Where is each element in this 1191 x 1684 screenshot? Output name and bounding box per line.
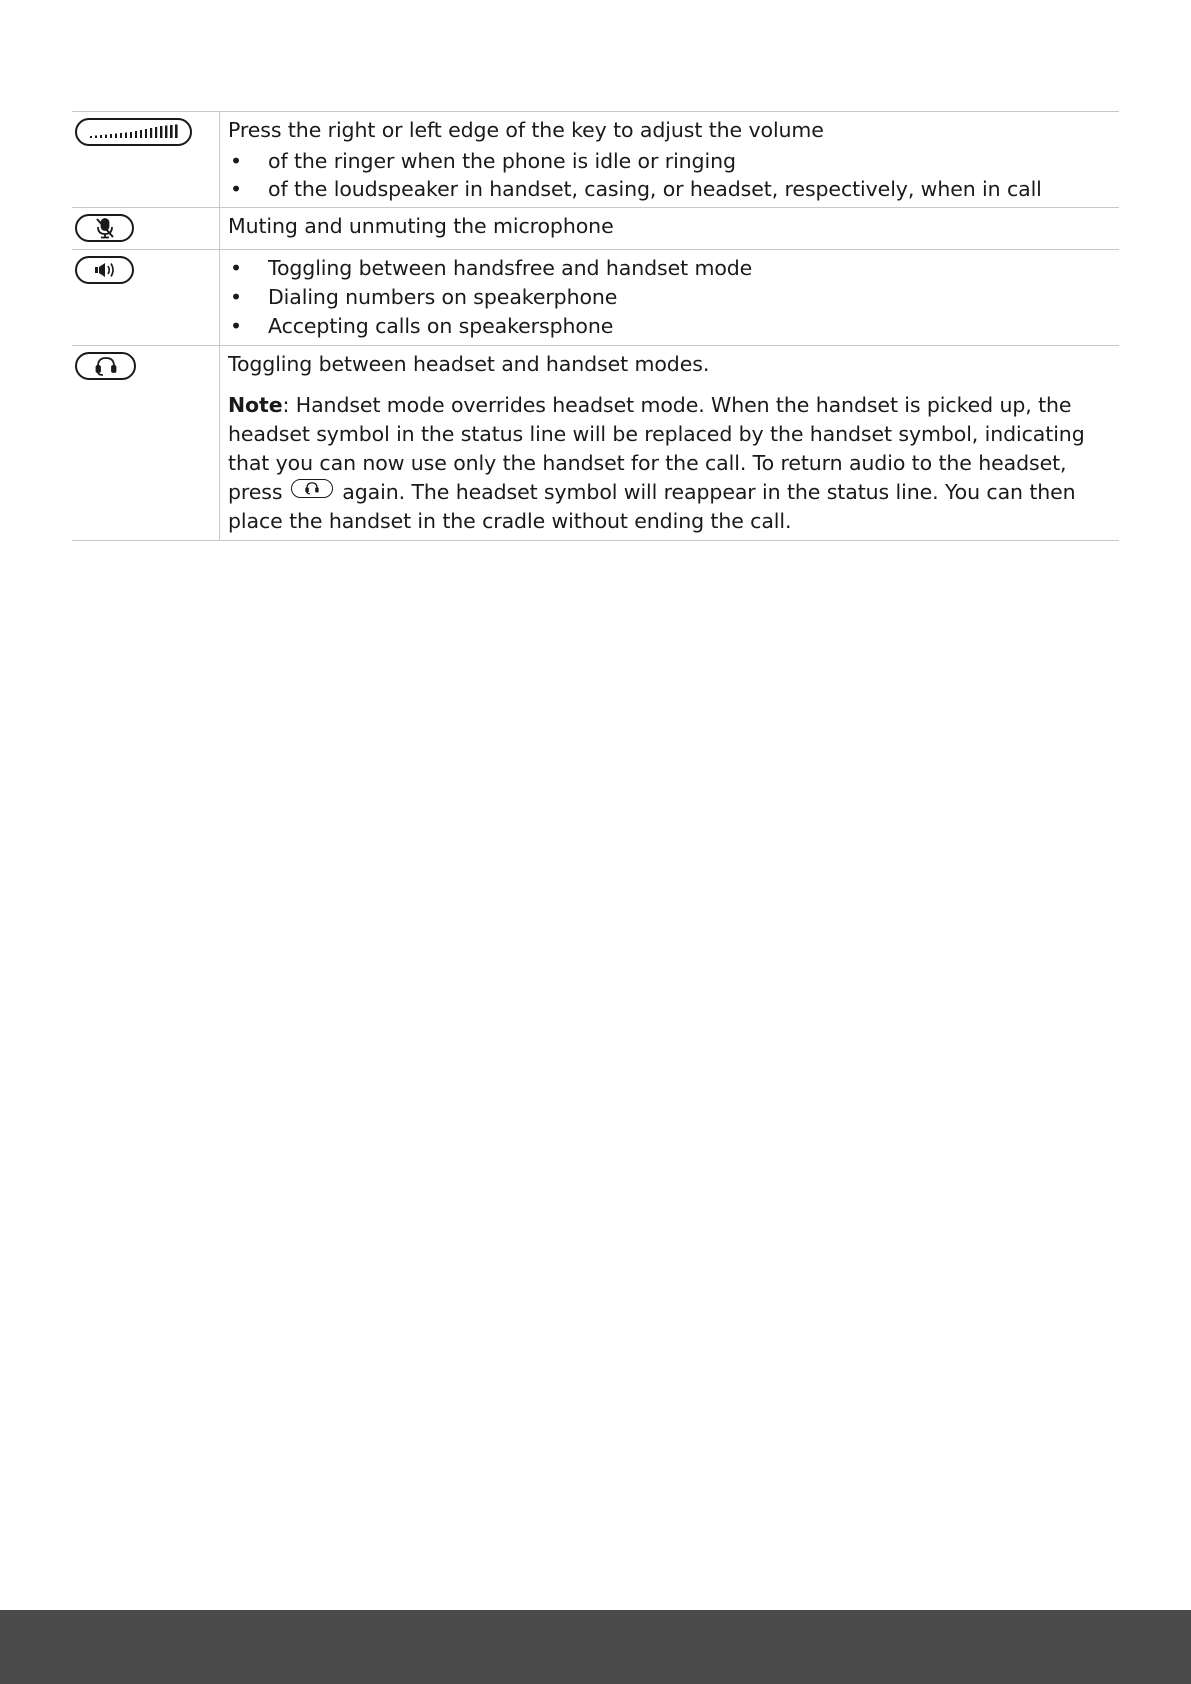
bullet-list [228,147,1111,203]
key-cell [72,208,220,250]
headset-description: Toggling between headset and handset modes. [228,352,710,376]
list-item: • Accepting calls on speakersphone [228,312,1111,341]
headset-icon [291,479,333,498]
key-cell [72,346,220,541]
list-item: • of the ringer when the phone is idle or ringing [228,147,1111,175]
description-cell [220,208,1120,250]
mute-description: Muting and unmuting the microphone [228,214,614,238]
table-row [72,208,1119,250]
volume-intro: Press the right or left edge of the key to adjust the volume [228,118,824,142]
headset-icon [75,352,136,380]
bullet-list [228,254,1111,341]
note-text-part1: : Handset mode overrides headset mode. When the handset is picked up, the headset symbol in the status line will be replaced by the handset symbol, indicating that you can now use only the handset for the call. To return audio to the headset, press [228,393,1085,504]
list-item: • of the loudspeaker in handset, casing, or headset, respectively, when in call [228,175,1111,203]
key-cell [72,250,220,346]
description-cell [220,346,1120,541]
note-text-part2: again. The headset symbol will reappear in the status line. You can then place the handset in the cradle without ending the call. [228,480,1076,533]
note-label: Note [228,393,283,417]
description-cell [220,250,1120,346]
table-row [72,112,1119,208]
list-item: • Toggling between handsfree and handset mode [228,254,1111,283]
key-function-table [72,111,1119,541]
speaker-icon [75,256,134,284]
list-item: • Dialing numbers on speakerphone [228,283,1111,312]
volume-rocker-icon [75,118,192,146]
headset-note [228,391,1111,536]
table-row [72,250,1119,346]
footer-bar [0,1610,1191,1684]
key-cell [72,112,220,208]
mute-microphone-icon [75,214,134,242]
description-cell [220,112,1120,208]
table-row [72,346,1119,541]
